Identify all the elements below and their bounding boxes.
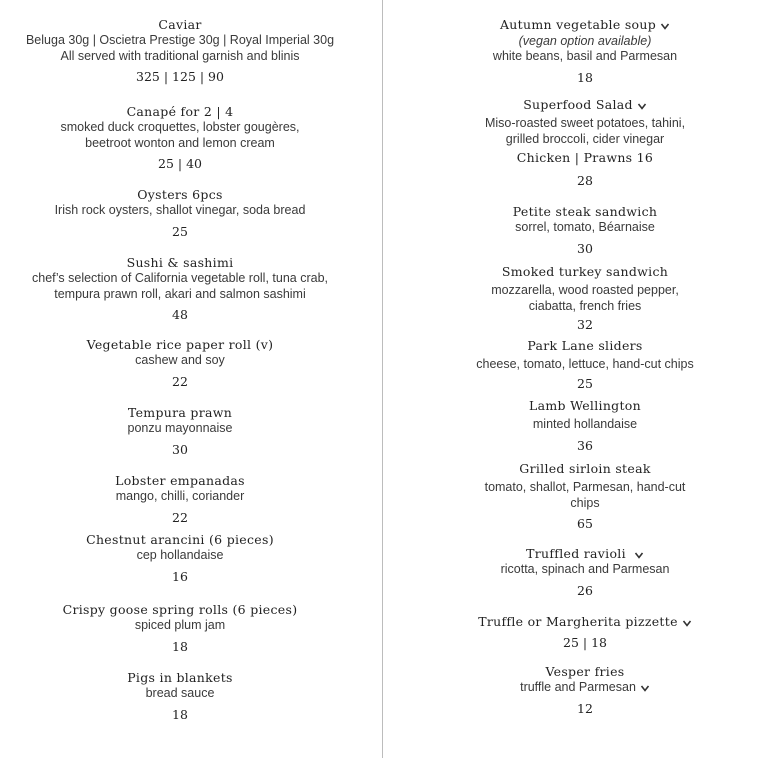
menu-item-sushi <box>0 254 360 323</box>
vegan-icon <box>640 683 650 693</box>
item-description: cep hollandaise <box>136 548 224 562</box>
menu-item-park-lane-sliders <box>405 337 765 392</box>
item-name: Pigs in blankets <box>127 670 233 685</box>
item-price: 18 <box>172 638 188 654</box>
item-price: 16 <box>172 568 188 584</box>
item-price: 25 <box>172 223 188 239</box>
column-divider <box>382 0 383 758</box>
item-description: All served with traditional garnish and blinis <box>60 48 300 63</box>
menu-item-lamb-wellington <box>405 397 765 454</box>
item-price: 28 <box>577 173 593 188</box>
item-description: cashew and soy <box>135 353 225 367</box>
item-name: Park Lane sliders <box>527 338 643 353</box>
menu-item-oysters <box>0 186 360 240</box>
item-price: 25 | 18 <box>563 635 607 650</box>
item-price: 48 <box>172 307 188 322</box>
menu-item-goose-spring-rolls <box>0 601 360 655</box>
item-name: Oysters 6pcs <box>137 187 223 202</box>
item-note: (vegan option available) <box>518 34 652 48</box>
menu-item-vesper-fries <box>405 663 765 717</box>
item-name: Autumn vegetable soup <box>499 17 657 32</box>
item-description: chips <box>570 495 600 510</box>
menu-item-autumn-soup <box>405 16 765 86</box>
menu-item-superfood-salad <box>405 96 765 189</box>
item-description-row <box>405 680 765 696</box>
item-price: 65 <box>577 516 593 531</box>
vegan-icon <box>682 618 692 628</box>
item-name: Vesper fries <box>545 664 625 679</box>
item-add-on: Chicken | Prawns 16 <box>516 150 654 165</box>
item-price: 325 | 125 | 90 <box>136 69 224 84</box>
item-price: 12 <box>577 700 593 716</box>
item-name: Smoked turkey sandwich <box>501 264 669 279</box>
item-name-row <box>405 613 765 630</box>
menu-item-truffled-ravioli <box>405 545 765 599</box>
menu-item-chestnut-arancini <box>0 531 360 585</box>
item-name: Canapé for 2 | 4 <box>126 104 234 119</box>
item-price: 25 | 40 <box>158 156 202 171</box>
vegan-icon <box>637 101 647 111</box>
item-name-row <box>405 16 765 33</box>
item-name: Petite steak sandwich <box>512 204 658 219</box>
item-description: minted hollandaise <box>532 417 638 431</box>
item-description: Irish rock oysters, shallot vinegar, soda bread <box>54 203 306 217</box>
item-description: grilled broccoli, cider vinegar <box>505 131 665 146</box>
item-description: bread sauce <box>145 686 215 700</box>
item-description: tomato, shallot, Parmesan, hand-cut <box>484 480 686 494</box>
item-description: sorrel, tomato, Béarnaise <box>515 220 655 234</box>
item-price: 18 <box>577 69 593 85</box>
menu-item-caviar <box>0 16 360 85</box>
item-name: Grilled sirloin steak <box>519 461 651 476</box>
item-name-row <box>405 96 765 113</box>
item-name: Lamb Wellington <box>529 398 641 413</box>
item-description: truffle and Parmesan <box>520 680 636 694</box>
vegan-icon <box>634 550 644 560</box>
item-name: Chestnut arancini (6 pieces) <box>86 532 274 547</box>
item-description: chef’s selection of California vegetable roll, tuna crab, <box>32 271 328 285</box>
menu-item-sirloin-steak <box>405 460 765 532</box>
item-description: beetroot wonton and lemon cream <box>85 135 275 150</box>
item-price: 32 <box>577 317 593 332</box>
item-description: Miso-roasted sweet potatoes, tahini, <box>484 116 686 130</box>
item-price: 26 <box>577 582 593 598</box>
item-price: 18 <box>172 706 188 722</box>
item-description: ponzu mayonnaise <box>127 421 233 435</box>
item-name: Lobster empanadas <box>115 473 245 488</box>
item-description: white beans, basil and Parmesan <box>492 49 678 63</box>
item-price: 25 <box>577 375 593 391</box>
item-description: spiced plum jam <box>134 618 226 632</box>
menu-item-pizzette <box>405 613 765 651</box>
item-description: tempura prawn roll, akari and salmon sashimi <box>54 286 306 301</box>
menu-item-smoked-turkey-sandwich <box>405 263 765 333</box>
item-description: mozzarella, wood roasted pepper, <box>491 283 679 297</box>
item-name: Vegetable rice paper roll (v) <box>86 337 274 352</box>
item-description: cheese, tomato, lettuce, hand-cut chips <box>476 357 694 371</box>
item-price: 30 <box>577 240 593 256</box>
item-name: Sushi & sashimi <box>126 255 234 270</box>
item-price: 30 <box>172 441 188 457</box>
item-name: Caviar <box>158 17 202 32</box>
menu-item-lobster-empanadas <box>0 472 360 526</box>
vegan-icon <box>660 21 670 31</box>
item-price: 36 <box>577 437 593 453</box>
item-name: Superfood Salad <box>523 97 633 112</box>
menu-item-tempura-prawn <box>0 404 360 458</box>
item-description: smoked duck croquettes, lobster gougères, <box>60 120 300 134</box>
item-description: Beluga 30g | Oscietra Prestige 30g | Royal Imperial 30g <box>25 33 335 47</box>
item-name: Tempura prawn <box>127 405 233 420</box>
item-name-row <box>405 545 765 562</box>
item-description: mango, chilli, coriander <box>115 489 245 503</box>
menu-item-rice-paper-roll <box>0 336 360 390</box>
item-price: 22 <box>172 373 188 389</box>
item-price: 22 <box>172 509 188 525</box>
item-name: Truffle or Margherita pizzette <box>478 614 678 629</box>
menu-item-canape <box>0 103 360 172</box>
menu-item-petite-steak-sandwich <box>405 203 765 257</box>
item-name: Crispy goose spring rolls (6 pieces) <box>62 602 298 617</box>
item-description: ciabatta, french fries <box>528 298 642 313</box>
item-name: Truffled ravioli <box>526 546 626 561</box>
item-description: ricotta, spinach and Parmesan <box>500 562 670 576</box>
menu-item-pigs-in-blankets <box>0 669 360 723</box>
